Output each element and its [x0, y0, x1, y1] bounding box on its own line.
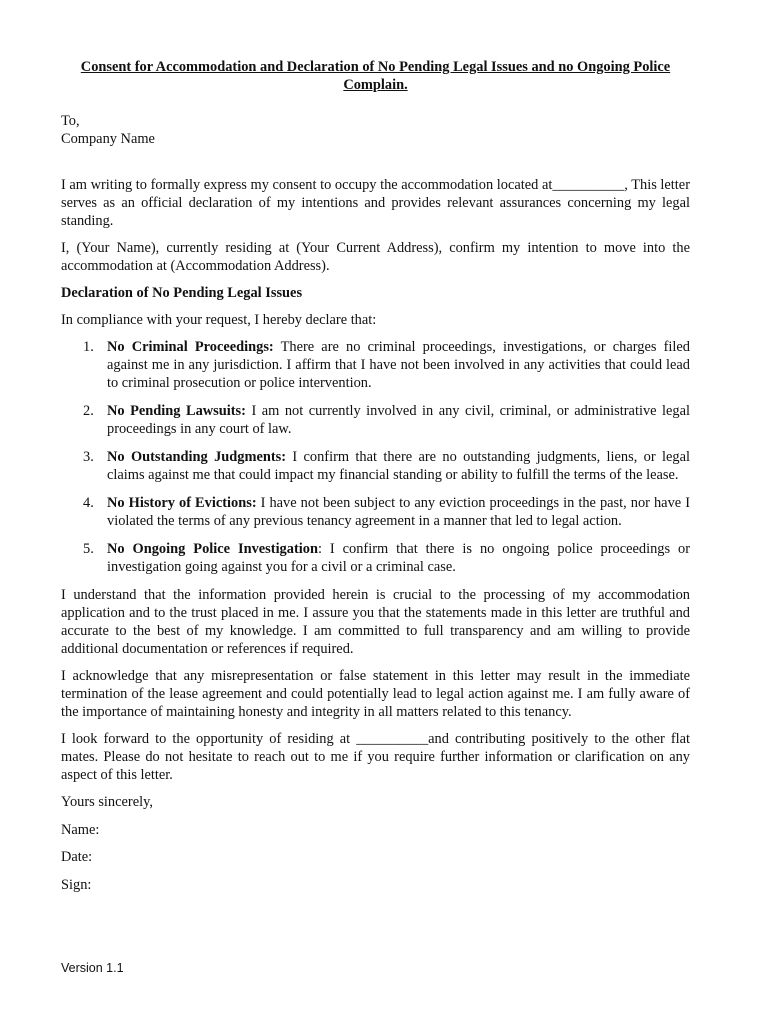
- declaration-text: : I confirm that there is no ongoing police proceedings or investigation going against you for a civil or a criminal case.: [107, 541, 690, 575]
- declaration-text: There are no criminal proceedings, investigations, or charges filed against me in any jurisdiction. I affirm that I have not been involved in any activities that could lead to criminal prosecution or police intervention.: [107, 339, 690, 391]
- signature-block: [61, 793, 690, 894]
- declaration-number: 2.: [83, 403, 94, 419]
- declaration-text: I am not currently involved in any civil, criminal, or administrative legal proceedings in any court of law.: [107, 403, 690, 437]
- declaration-list: [61, 338, 690, 576]
- declaration-number: 3.: [83, 449, 94, 465]
- declaration-number: 4.: [83, 495, 94, 511]
- declaration-item: [61, 448, 690, 484]
- version-footer: Version 1.1: [61, 961, 124, 975]
- salutation: To,: [61, 113, 80, 129]
- intro-paragraph: I am writing to formally express my consent to occupy the accommodation located at__________, This letter serves as an official declaration of my intentions and provides relevant assurances concerning my legal standing.: [61, 177, 690, 229]
- intent-paragraph: I, (Your Name), currently residing at (Your Current Address), confirm my intention to move into the accommodation at (Accommodation Address).: [61, 240, 690, 274]
- sign-label: Sign:: [61, 876, 92, 893]
- compliance-line: In compliance with your request, I hereby declare that:: [61, 312, 377, 328]
- declaration-text: I have not been subject to any eviction proceedings in the past, nor have I violated the terms of any previous tenancy agreement in a manner that led to legal action.: [107, 495, 690, 529]
- document-title: Consent for Accommodation and Declaration of No Pending Legal Issues and no Ongoing Police Complain.: [80, 59, 671, 93]
- declaration-title: No Criminal Proceedings:: [107, 339, 274, 355]
- recipient-name: Company Name: [61, 131, 155, 147]
- understanding-paragraph: I understand that the information provided herein is crucial to the processing of my accommodation application and to the trust placed in me. I assure you that the statements made in this letter are truthful and accurate to the best of my knowledge. I am committed to full transparency and am willing to provide additional documentation or references if required.: [61, 587, 690, 657]
- declaration-text: I confirm that there are no outstanding judgments, liens, or legal claims against me that could impact my financial standing or ability to fulfill the terms of the lease.: [107, 449, 690, 483]
- declaration-title: No History of Evictions:: [107, 495, 257, 511]
- closing-paragraph: I look forward to the opportunity of residing at __________and contributing positively to the other flat mates. Please do not hesitate to reach out to me if you require further information or clarification on any aspect of this letter.: [61, 731, 690, 783]
- declaration-title: No Pending Lawsuits:: [107, 403, 246, 419]
- signoff: Yours sincerely,: [61, 794, 153, 810]
- declaration-title: No Outstanding Judgments:: [107, 449, 287, 465]
- declaration-title: No Ongoing Police Investigation: [107, 541, 318, 557]
- declaration-number: 5.: [83, 541, 94, 557]
- declaration-item: [61, 494, 690, 530]
- address-block: [61, 112, 690, 148]
- declaration-item: [61, 338, 690, 392]
- document-page: [61, 58, 690, 903]
- declaration-item: [61, 540, 690, 576]
- acknowledge-paragraph: I acknowledge that any misrepresentation or false statement in this letter may result in the immediate termination of the lease agreement and could potentially lead to legal action against me. I am fully aware of the importance of maintaining honesty and integrity in all matters related to this tenancy.: [61, 668, 690, 720]
- name-label: Name:: [61, 821, 100, 838]
- section-heading: Declaration of No Pending Legal Issues: [61, 285, 303, 301]
- date-label: Date:: [61, 849, 93, 865]
- declaration-number: 1.: [83, 339, 94, 355]
- declaration-item: [61, 402, 690, 438]
